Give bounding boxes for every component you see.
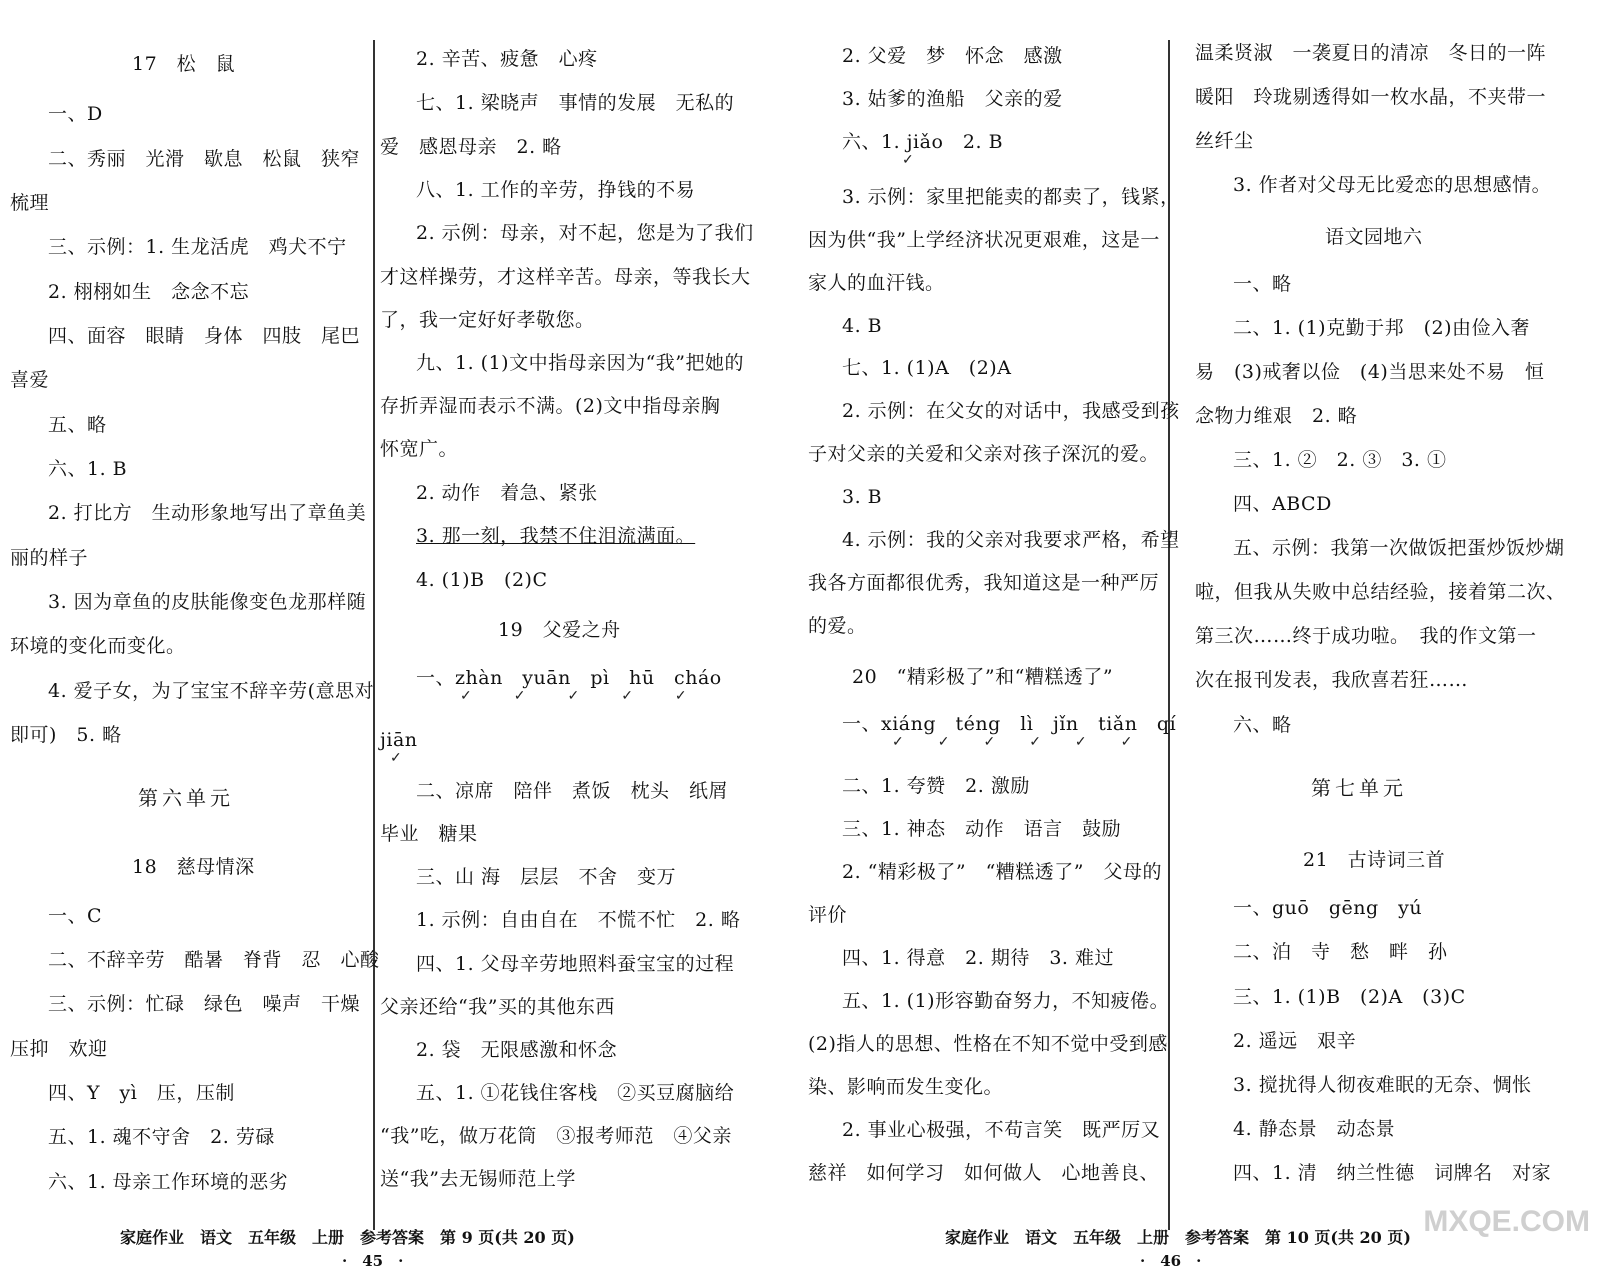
answer-line: 丽的样子 — [10, 547, 89, 569]
answer-line: 四、ABCD — [1233, 493, 1332, 515]
column-2 — [380, 0, 770, 1240]
unit-heading: 第七单元 — [1311, 776, 1407, 800]
check-marks: ✓ — [390, 750, 402, 766]
page-number-left: · 45 · — [342, 1252, 404, 1270]
answer-line: 三、1. ② 2. ③ 3. ① — [1233, 449, 1447, 471]
pinyin-line: 一、guō gēng yú — [1233, 897, 1423, 919]
answer-line: 送“我”去无锡师范上学 — [380, 1168, 576, 1190]
answer-line: 四、1. 得意 2. 期待 3. 难过 — [842, 947, 1115, 969]
answer-line: 六、1. jiǎo 2. B — [842, 131, 1004, 153]
answer-line: 我各方面都很优秀，我知道这是一种严厉 — [808, 572, 1160, 594]
answer-line: 2. 事业心极强，不苟言笑 既严厉又 — [842, 1119, 1161, 1141]
answer-line: 九、1. (1)文中指母亲因为“我”把她的 — [416, 352, 745, 374]
answer-line: 四、1. 父母辛劳地照料蚕宝宝的过程 — [416, 953, 735, 975]
answer-line: 八、1. 工作的辛劳，挣钱的不易 — [416, 179, 696, 201]
lesson-title: 18 慈母情深 — [132, 856, 255, 878]
column-divider-1 — [373, 40, 375, 1230]
answer-line: 三、示例：忙碌 绿色 噪声 干燥 — [48, 993, 361, 1015]
check-marks: ✓ — [902, 152, 914, 168]
answer-line: (2)指人的思想、性格在不知不觉中受到感 — [808, 1033, 1168, 1055]
column-1 — [0, 0, 380, 1240]
section-title: 语文园地六 — [1325, 226, 1423, 248]
answer-line: 二、泊 寺 愁 畔 孙 — [1233, 941, 1448, 963]
answer-line: 2. 袋 无限感激和怀念 — [416, 1039, 618, 1061]
pinyin-line: 一、xiáng téng lì jǐn tiǎn qí — [842, 713, 1177, 735]
answer-line: 梳理 — [10, 192, 50, 214]
answer-line: 六、1. B — [48, 458, 128, 480]
answer-line: 四、1. 清 纳兰性德 词牌名 对家 — [1233, 1162, 1552, 1184]
column-3 — [800, 0, 1180, 1240]
lesson-title: 21 古诗词三首 — [1303, 849, 1446, 871]
answer-line: 2. 辛苦、疲惫 心疼 — [416, 48, 598, 70]
answer-line: 念物力维艰 2. 略 — [1195, 405, 1358, 427]
answer-line: 六、1. 母亲工作环境的恶劣 — [48, 1171, 289, 1193]
answer-line: 七、1. (1)A (2)A — [842, 357, 1012, 379]
answer-line: 子对父亲的关爱和父亲对孩子深沉的爱。 — [808, 443, 1160, 465]
answer-line: 4. B — [842, 315, 883, 337]
answer-line: 二、1. 夸赞 2. 激励 — [842, 775, 1030, 797]
footer-left: 家庭作业 语文 五年级 上册 参考答案 第 9 页(共 20 页) — [120, 1228, 575, 1247]
answer-line: 2. 栩栩如生 念念不忘 — [48, 281, 250, 303]
answer-line: 喜爱 — [10, 369, 50, 391]
answer-line: 环境的变化而变化。 — [10, 635, 186, 657]
answer-line: 毕业 糖果 — [380, 823, 478, 845]
answer-line: 3. 作者对父母无比爱恋的思想感情。 — [1233, 174, 1552, 196]
answer-line: 存折弄湿而表示不满。(2)文中指母亲胸 — [380, 395, 721, 417]
answer-line: 3. 因为章鱼的皮肤能像变色龙那样随 — [48, 591, 367, 613]
answer-line: 的爱。 — [808, 615, 867, 637]
check-marks: ✓✓✓✓✓ — [460, 688, 729, 704]
answer-line: 二、秀丽 光滑 歇息 松鼠 狭窄 — [48, 148, 361, 170]
answer-line: 五、1. ①花钱住客栈 ②买豆腐脑给 — [416, 1082, 735, 1104]
answer-line: 1. 示例：自由自在 不慌不忙 2. 略 — [416, 909, 741, 931]
answer-line: 慈祥 如何学习 如何做人 心地善良、 — [808, 1162, 1160, 1184]
page-number-right: · 46 · — [1140, 1252, 1202, 1270]
lesson-title: 17 松 鼠 — [132, 53, 236, 75]
answer-line: 三、示例：1. 生龙活虎 鸡犬不宁 — [48, 236, 347, 258]
lesson-title: 19 父爱之舟 — [498, 619, 621, 641]
watermark: MXQE.COM — [1423, 1205, 1590, 1238]
answer-line: 三、1. 神态 动作 语言 鼓励 — [842, 818, 1122, 840]
footer-right: 家庭作业 语文 五年级 上册 参考答案 第 10 页(共 20 页) — [945, 1228, 1411, 1247]
answer-line: 2. 遥远 艰辛 — [1233, 1030, 1357, 1052]
answer-line: 丝纤尘 — [1195, 130, 1254, 152]
answer-line: 4. 静态景 动态景 — [1233, 1118, 1396, 1140]
answer-line-underlined: 3. 那一刻，我禁不住泪流满面。 — [416, 525, 696, 547]
answer-line: 2. 父爱 梦 怀念 感激 — [842, 45, 1063, 67]
answer-line: 爱 感恩母亲 2. 略 — [380, 136, 562, 158]
lesson-title: 20 “精彩极了”和“糟糕透了” — [852, 666, 1114, 688]
answer-line: 父亲还给“我”买的其他东西 — [380, 996, 615, 1018]
answer-line: 二、1. (1)克勤于邦 (2)由俭入奢 — [1233, 317, 1530, 339]
answer-line: 3. 示例：家里把能卖的都卖了，钱紧， — [842, 186, 1180, 208]
answer-line: 易 (3)戒奢以俭 (4)当思来处不易 恒 — [1195, 361, 1545, 383]
answer-line: 3. 搅扰得人彻夜难眠的无奈、惆怅 — [1233, 1074, 1532, 1096]
answer-line: 2. 动作 着急、紧张 — [416, 482, 598, 504]
answer-line: 暖阳 玲珑剔透得如一枚水晶，不夹带一 — [1195, 86, 1547, 108]
answer-line: 次在报刊发表，我欣喜若狂…… — [1195, 669, 1469, 691]
answer-line: 啦，但我从失败中总结经验，接着第二次、 — [1195, 581, 1566, 603]
answer-line: 才这样操劳，才这样辛苦。母亲，等我长大 — [380, 266, 751, 288]
answer-line: 五、1. (1)形容勤奋努力，不知疲倦。 — [842, 990, 1170, 1012]
column-4 — [1195, 0, 1595, 1240]
answer-line: 五、略 — [48, 414, 107, 436]
answer-line: 4. 爱子女，为了宝宝不辞辛劳(意思对 — [48, 680, 375, 702]
answer-line: “我”吃，做万花筒 ③报考师范 ④父亲 — [380, 1125, 732, 1147]
answer-line: 4. 示例：我的父亲对我要求严格，希望 — [842, 529, 1180, 551]
answer-line: 3. B — [842, 486, 883, 508]
answer-line: 温柔贤淑 一袭夏日的清凉 冬日的一阵 — [1195, 42, 1547, 64]
answer-line: 五、1. 魂不守舍 2. 劳碌 — [48, 1126, 275, 1148]
answer-line: 因为供“我”上学经济状况更艰难，这是一 — [808, 229, 1160, 251]
answer-line: 即可) 5. 略 — [10, 724, 122, 746]
answer-line: 怀宽广。 — [380, 438, 459, 460]
answer-line: 三、山 海 层层 不舍 变万 — [416, 866, 677, 888]
answer-line: 评价 — [808, 904, 848, 926]
pinyin-line: jiān — [380, 729, 418, 751]
answer-line: 一、略 — [1233, 273, 1292, 295]
answer-line: 压抑 欢迎 — [10, 1038, 108, 1060]
answer-line: 4. (1)B (2)C — [416, 569, 548, 591]
answer-line: 一、D — [48, 103, 103, 125]
answer-line: 六、略 — [1233, 714, 1292, 736]
pinyin-line: 一、zhàn yuān pì hū cháo — [416, 667, 722, 689]
answer-line: 2. 打比方 生动形象地写出了章鱼美 — [48, 502, 367, 524]
answer-line: 2. “精彩极了” “糟糕透了” 父母的 — [842, 861, 1163, 883]
check-marks: ✓✓✓✓✓✓ — [892, 734, 1167, 750]
answer-line: 了，我一定好好孝敬您。 — [380, 309, 595, 331]
answer-line: 二、不辞辛劳 酷暑 脊背 忍 心酸 — [48, 949, 380, 971]
answer-line: 四、面容 眼睛 身体 四肢 尾巴 — [48, 325, 361, 347]
unit-heading: 第六单元 — [138, 786, 234, 810]
answer-line: 3. 姑爹的渔船 父亲的爱 — [842, 88, 1063, 110]
answer-line: 一、C — [48, 905, 103, 927]
answer-line: 第三次……终于成功啦。 我的作文第一 — [1195, 625, 1537, 647]
answer-line: 二、凉席 陪伴 煮饭 枕头 纸屑 — [416, 780, 729, 802]
answer-line: 五、示例：我第一次做饭把蛋炒饭炒煳 — [1233, 537, 1565, 559]
answer-line: 2. 示例：母亲，对不起，您是为了我们 — [416, 222, 754, 244]
answer-line: 2. 示例：在父女的对话中，我感受到孩 — [842, 400, 1180, 422]
answer-line: 三、1. (1)B (2)A (3)C — [1233, 986, 1466, 1008]
answer-line: 染、影响而发生变化。 — [808, 1076, 1004, 1098]
answer-line: 七、1. 梁晓声 事情的发展 无私的 — [416, 92, 735, 114]
answer-line: 四、Y yì 压，压制 — [48, 1082, 235, 1104]
answer-line: 家人的血汗钱。 — [808, 272, 945, 294]
